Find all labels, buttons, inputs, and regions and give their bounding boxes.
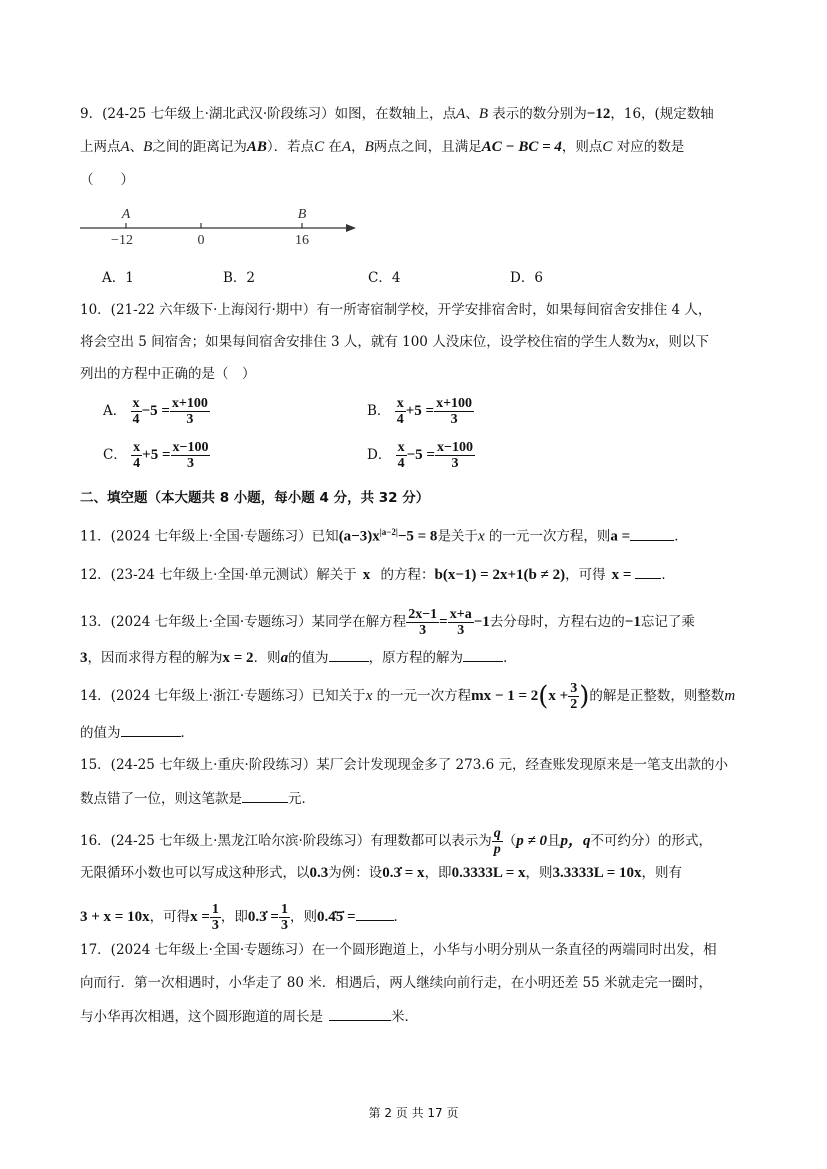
denominator: 3	[457, 623, 465, 638]
q9-line2: 上两点A、B之间的距离记为AB）．若点C 在A，B两点之间，且满足AC − BC = 4，则点C 对应的数是	[80, 139, 685, 155]
q13-text: 忘记了乘	[640, 614, 695, 630]
operator: +5 =	[142, 447, 171, 463]
var-a: a	[280, 650, 289, 666]
point-a-label: A	[120, 139, 130, 155]
q9-condition: AC − BC = 4	[481, 139, 562, 155]
point-a-label: A	[341, 139, 352, 155]
tick-label-a: −12	[111, 233, 133, 248]
q16-value: 0.3̇ = x	[382, 865, 425, 881]
denominator: 3	[186, 456, 194, 471]
q13-text: 去分母时，方程右边的	[489, 614, 625, 630]
fraction	[395, 396, 406, 427]
punct: ．	[661, 567, 675, 583]
q9-text: 上两点	[80, 139, 121, 155]
q12-line	[80, 564, 675, 585]
q14-answer-blank[interactable]	[121, 722, 181, 737]
q9-text: 表示的数分别为	[488, 106, 587, 122]
q13-text: ，因而求得方程的解为	[87, 650, 223, 666]
q16-value: 0.3̇ =	[247, 909, 279, 925]
q13-term: 3	[80, 650, 88, 666]
q15-unit: 元．	[288, 791, 315, 807]
q11-exponent: |a−2|	[379, 527, 398, 537]
q9-option-d[interactable]: D．6	[510, 270, 543, 286]
q9-text: 9．(24-25 七年级上·湖北武汉·阶段练习）如图，在数轴上，点	[80, 106, 457, 122]
denominator: p	[493, 842, 501, 857]
denominator: 3	[280, 918, 288, 933]
paren-right: )	[579, 681, 590, 712]
q11-equation: (a−3)x	[338, 528, 380, 545]
q10-text: 将会空出 5 间宿舍；如果每间宿舍安排住 3 人，就有 100 人没床位，设学校住宿的学生人数为	[80, 334, 649, 350]
q17-unit: 米．	[391, 1009, 418, 1025]
q13-text: ，原方程的解为	[368, 650, 464, 666]
numerator: x	[396, 396, 404, 411]
q16-value: 3 + x = 10x	[80, 909, 150, 925]
q16-vars: p，q	[560, 833, 591, 849]
q12-answer-blank[interactable]	[635, 564, 661, 579]
option-label: C．	[103, 447, 127, 463]
q10-option-b[interactable]	[367, 396, 474, 427]
q16-text: ，可得	[149, 909, 191, 925]
q10-option-c[interactable]	[103, 440, 210, 471]
denominator: 4	[133, 456, 141, 471]
numerator: 3	[570, 681, 578, 696]
q13-solution: x = 2	[222, 650, 254, 666]
equals: =	[439, 614, 448, 630]
operator: −5 =	[406, 447, 435, 463]
q16-text: 为例：设	[328, 865, 383, 881]
q10-line3: 列出的方程中正确的是（ ）	[80, 366, 256, 382]
fraction	[448, 607, 474, 638]
point-b-label: B	[364, 139, 374, 155]
q16-line1	[80, 826, 712, 857]
denominator: 4	[396, 412, 404, 427]
q14-equation: x +	[548, 688, 569, 704]
fraction	[131, 396, 142, 427]
q16-value: 0.3333L = x	[451, 865, 526, 881]
q16-condition: p ≠ 0	[516, 833, 547, 849]
q12-equation: b(x−1) = 2x+1(b ≠ 2)	[434, 567, 566, 583]
q17-text: 与小华再次相遇，这个圆形跑道的周长是	[80, 1009, 323, 1025]
q16-text: ，即	[424, 865, 452, 881]
numerator: q	[493, 826, 501, 841]
q9-text: ，16，(规定数轴	[610, 106, 714, 122]
q17-line2: 向而行．第一次相遇时，小华走了 80 米．相遇后，两人继续向前行走，在小明还差 55 米就走完一圈时，	[80, 975, 713, 991]
q16-value: 3.3333L = 10x	[552, 865, 642, 881]
q13-text: 的值为	[288, 650, 329, 666]
tick-label-zero: 0	[197, 233, 205, 248]
q11-text: 的一元一次方程，则	[484, 528, 611, 545]
paren-left: (	[538, 681, 549, 712]
q14-text: 的一元一次方程	[372, 688, 472, 704]
punct: ．	[503, 650, 517, 666]
fraction	[435, 440, 475, 471]
q9-option-a[interactable]: A．1	[102, 270, 134, 286]
fraction	[131, 440, 142, 471]
fraction	[171, 440, 211, 471]
q10-line2	[80, 332, 709, 352]
q9-option-c[interactable]: C．4	[368, 270, 401, 286]
q16-text: 不可约分）的形式，	[590, 833, 712, 849]
q9-text: 在	[324, 139, 342, 155]
fraction	[492, 826, 503, 857]
numerator: x+a	[449, 607, 472, 622]
q15-line2	[80, 788, 315, 809]
punct: ．	[393, 909, 408, 925]
q9-option-b[interactable]: B．2	[223, 270, 256, 286]
denominator: 2	[570, 697, 578, 712]
q10-line1: 10．(21-22 六年级下·上海闵行·期中）有一所寄宿制学校，开学安排宿舍时，如果每间宿舍安排住 4 人，	[80, 302, 712, 318]
q11-text: 是关于	[437, 528, 478, 545]
q9-text: 对应的数是	[612, 139, 685, 155]
fraction	[434, 396, 474, 427]
q17-line1: 17．(2024 七年级上·全国·专题练习）在一个圆形跑道上，小华与小明分别从一条直径的两端同时出发，相	[80, 942, 717, 958]
q9-paren: （ ）	[80, 172, 134, 188]
q9-line1	[80, 104, 714, 124]
q10-text: ，则以下	[654, 334, 709, 350]
q11-answer-label: a =	[610, 528, 631, 545]
q16-text: （	[502, 833, 517, 849]
denominator: 4	[397, 456, 405, 471]
numerator: x−100	[172, 440, 209, 455]
option-label: D．	[367, 447, 392, 463]
numerator: x	[133, 440, 141, 455]
punct: ．	[674, 528, 688, 545]
q13-answer-blank-1[interactable]	[329, 647, 369, 662]
numerator: x+100	[436, 396, 473, 411]
denominator: 3	[451, 456, 459, 471]
q16-text: 16．(24-25 七年级上·黑龙江哈尔滨·阶段练习）有理数都可以表示为	[80, 833, 492, 849]
fraction	[279, 902, 290, 933]
var-x: x	[477, 528, 485, 545]
q9-text: ）．若点	[266, 139, 315, 155]
q13-text: ．则	[253, 650, 281, 666]
q12-text: 12．(23-24 七年级上·全国·单元测试）解关于	[80, 567, 357, 583]
q9-text: ，则点	[561, 139, 603, 155]
q16-line2	[80, 863, 682, 883]
denominator: 3	[211, 918, 219, 933]
q9-sep: 、	[129, 139, 144, 155]
q14-equation: mx − 1 = 2	[471, 688, 539, 704]
q9-text: 之间的距离记为	[152, 139, 247, 155]
q11-line	[80, 522, 688, 547]
fraction	[210, 902, 221, 933]
q13-term: −1	[473, 614, 490, 630]
q14-line1	[80, 681, 735, 712]
point-c-label: C	[602, 139, 613, 155]
var-m: m	[724, 688, 736, 704]
var-x: x	[362, 567, 371, 583]
numerator: x+100	[171, 396, 208, 411]
option-label: A．	[103, 403, 127, 419]
fraction	[406, 607, 439, 638]
numerator: x	[397, 440, 405, 455]
q11-answer-blank[interactable]	[630, 526, 674, 541]
var-x: x	[365, 688, 373, 704]
q11-text: 11．(2024 七年级上·全国·专题练习）已知	[80, 528, 339, 545]
q16-text: 无限循环小数也可以写成这种形式，以	[80, 865, 310, 881]
q15-answer-blank[interactable]	[242, 788, 288, 803]
q13-term: −1	[624, 614, 641, 630]
q16-text: ，即	[220, 909, 248, 925]
number-line	[78, 202, 363, 248]
q13-answer-blank-2[interactable]	[463, 647, 503, 662]
q10-option-a[interactable]	[103, 396, 210, 427]
q14-text: 的解是正整数，则整数	[589, 688, 725, 704]
label-b: B	[297, 207, 307, 222]
q16-value: 0.3	[309, 865, 329, 881]
denominator: 3	[186, 412, 194, 427]
q13-text: 13．(2024 七年级上·全国·专题练习）某同学在解方程	[80, 614, 407, 630]
q9-text: 两点之间，且满足	[373, 139, 482, 155]
q11-equation: −5 = 8	[397, 528, 438, 545]
number-line-arrow	[346, 224, 356, 232]
q16-text: ，则有	[641, 865, 683, 881]
numerator: x−100	[436, 440, 473, 455]
q12-text: 的方程：	[376, 567, 435, 583]
q15-text: 数点错了一位，则这笔款是	[80, 791, 242, 807]
denominator: 4	[132, 412, 140, 427]
numerator: 1	[211, 902, 219, 917]
q9-sep: 、	[465, 106, 479, 122]
fraction	[568, 681, 579, 712]
q16-text: ，则	[525, 865, 553, 881]
q16-value: 0.4̇5̇ =	[316, 909, 356, 925]
numerator: 2x−1	[408, 607, 438, 622]
q15-line1: 15．(24-25 七年级上·重庆·阶段练习）某厂会计发现现金多了 273.6 元，经查账发现原来是一笔支出款的小	[80, 757, 728, 773]
q17-line3	[80, 1006, 418, 1027]
fraction	[396, 440, 407, 471]
tick-label-b: 16	[295, 233, 309, 248]
option-label: B．	[367, 403, 391, 419]
q13-line2	[80, 647, 517, 668]
q9-value: −12	[586, 106, 611, 122]
operator: +5 =	[405, 403, 435, 419]
q14-line2	[80, 722, 194, 743]
section-heading: 二、填空题（本大题共 8 小题，每小题 4 分，共 32 分）	[80, 490, 430, 506]
q17-answer-blank[interactable]	[329, 1006, 391, 1021]
q12-answer-label: x =	[611, 567, 632, 583]
fraction	[170, 396, 210, 427]
numerator: 1	[280, 902, 288, 917]
label-a: A	[121, 207, 131, 222]
q16-text: ，则	[289, 909, 317, 925]
punct: ．	[180, 725, 194, 741]
distance-ab: AB	[246, 139, 267, 155]
q10-option-d[interactable]	[367, 440, 475, 471]
q16-text: 且	[546, 833, 561, 849]
var-x: x	[648, 334, 655, 350]
q14-text: 的值为	[80, 725, 121, 741]
point-b-label: B	[143, 139, 153, 155]
point-b-label: B	[478, 106, 488, 122]
denominator: 3	[419, 623, 427, 638]
q16-answer-blank[interactable]	[356, 906, 394, 921]
q13-line1	[80, 607, 695, 638]
operator: −5 =	[141, 403, 170, 419]
q16-value: x =	[190, 909, 210, 925]
q14-text: 14．(2024 七年级上·浙江·专题练习）已知关于	[80, 688, 366, 704]
q12-text: ，可得	[565, 567, 606, 583]
point-c-label: C	[314, 139, 325, 155]
q16-line3	[80, 902, 407, 933]
numerator: x	[132, 396, 140, 411]
denominator: 3	[450, 412, 458, 427]
point-a-label: A	[456, 106, 466, 122]
page-footer: 第 2 页 共 17 页	[368, 1106, 459, 1120]
